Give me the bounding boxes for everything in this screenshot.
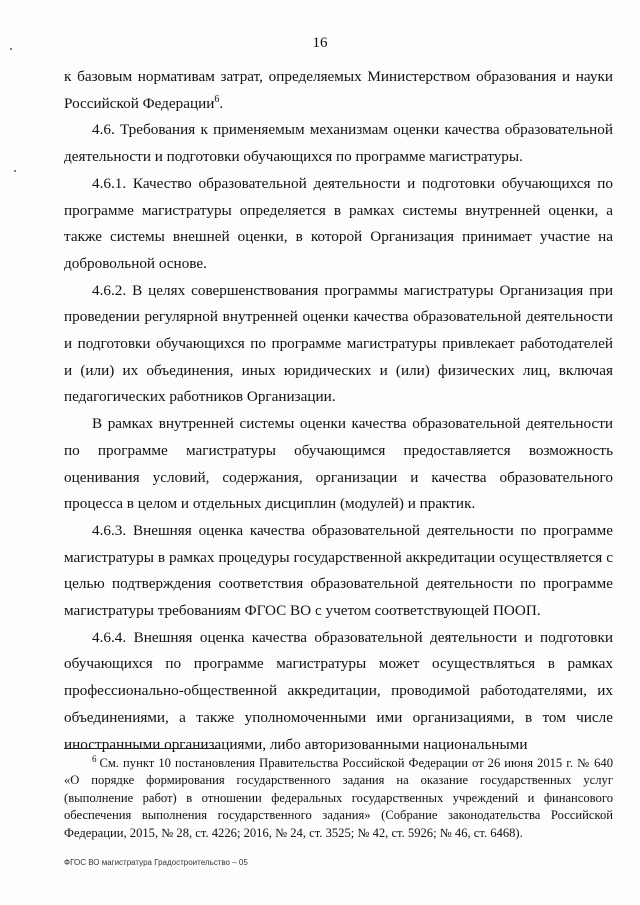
body-text [64, 64, 613, 758]
section-4-6-3-paragraph: 4.6.3. Внешняя оценка качества образовательной деятельности по программе магистратуры в рамках процедуры государственной аккредитации осуществляется с целью подтверждения соответствия образовательной деятельности по программе магистратуры требованиям ФГОС ВО с учетом соответствующей ПООП. [64, 521, 613, 620]
scan-speck [14, 170, 16, 172]
footnote-reference[interactable]: 6 [214, 93, 220, 105]
footnote-paragraph [64, 755, 613, 842]
footnote [64, 755, 613, 842]
paragraph-continuation [64, 64, 613, 117]
paragraph-punctuation: . [219, 94, 224, 112]
section-4-6-heading: 4.6. Требования к применяемым механизмам оценки качества образовательной деятельности и подготовки обучающихся по программе магистратуры. [64, 121, 613, 166]
footnote-text: См. пункт 10 постановления Правительства Российской Федерации от 26 июня 2015 г. № 640 «О порядке формирования государственного задания на оказание государственных услуг (выполнение работ) в отношении федеральных государственных учреждений и финансового обеспечения выполнения государственного задания» (Собрание законодательства Российской Федерации, 2015, № 28, ст. 4226; 2016, № 24, ст. 3525; № 42, ст. 5926; № 46, ст. 6468). [64, 756, 613, 840]
section-4-6-2-paragraph: 4.6.2. В целях совершенствования программы магистратуры Организация при проведении регулярной внутренней оценки качества образовательной деятельности и подготовки обучающихся по программе магистратуры привлекает работодателей и (или) их объединения, иных юридических и (или) физических лиц, включая педагогических работников Организации. [64, 281, 613, 406]
running-footer: ФГОС ВО магистратура Градостроительство – 05 [64, 858, 248, 867]
footnote-mark: 6 [92, 753, 97, 764]
footnote-separator [64, 748, 219, 749]
paragraph-text: к базовым нормативам затрат, определяемых Министерством образования и науки Российской Федерации [64, 68, 613, 112]
internal-assessment-paragraph: В рамках внутренней системы оценки качества образовательной деятельности по программе магистратуры обучающимся предоставляется возможность оценивания условий, содержания, организации и качества образовательного процесса в целом и отдельных дисциплин (модулей) и практик. [64, 415, 613, 513]
section-4-6-4-paragraph: 4.6.4. Внешняя оценка качества образовательной деятельности и подготовки обучающихся по программе магистратуры может осуществляться в рамках профессионально-общественной аккредитации, проводимой работодателями, их объединениями, а также уполномоченными ими организациями, в том числе иностранными организациями, либо авторизованными национальными [64, 628, 613, 753]
page-number: 16 [312, 35, 328, 51]
section-4-6-1-paragraph: 4.6.1. Качество образовательной деятельности и подготовки обучающихся по программе магистратуры определяется в рамках системы внутренней оценки, а также системы внешней оценки, в которой Организация принимает участие на добровольной основе. [64, 174, 613, 272]
